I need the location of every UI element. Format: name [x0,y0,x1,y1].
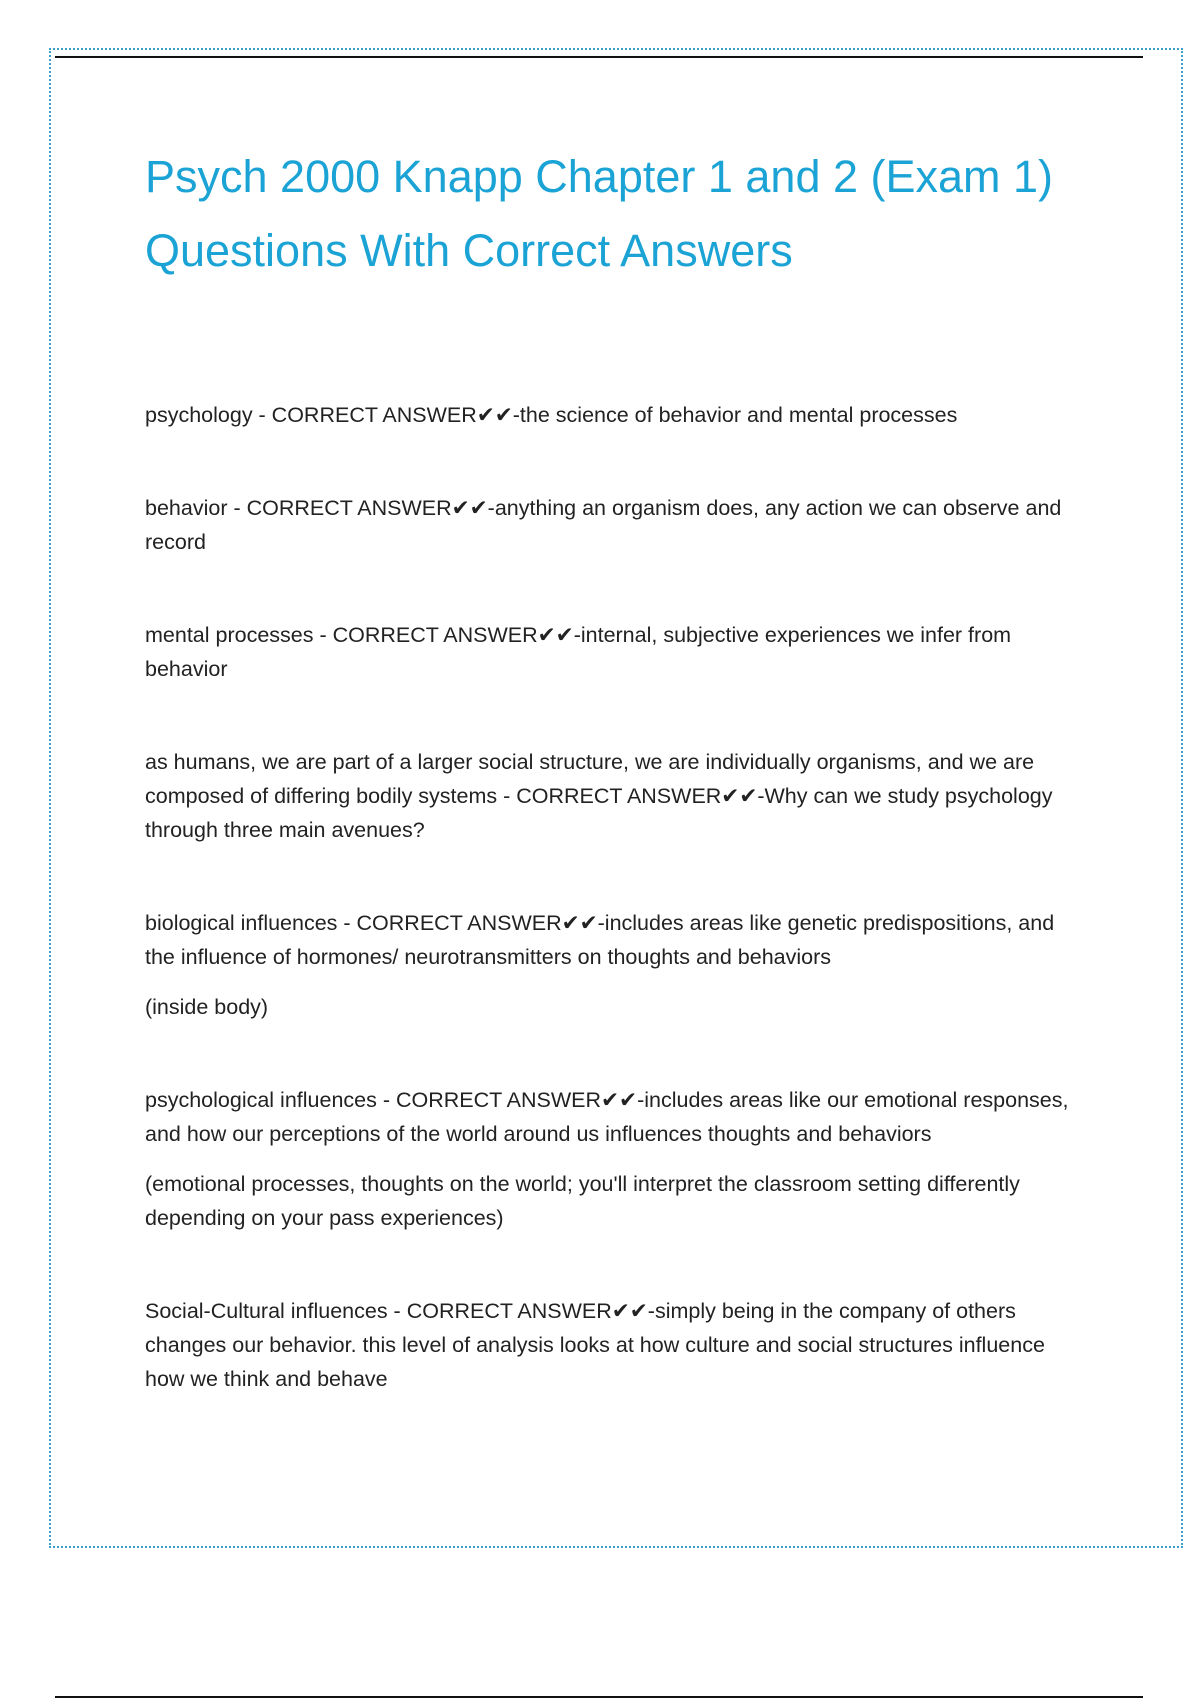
qa-text: Social-Cultural influences - CORRECT ANSWER✔✔-simply being in the company of others changes our behavior. this level of analysis looks at how culture and social structures influence how we think and behave [145,1299,1045,1391]
top-divider [55,56,1143,58]
qa-text: psychological influences - CORRECT ANSWER✔✔-includes areas like our emotional responses, and how our perceptions of the world around us influences thoughts and behaviors [145,1088,1069,1146]
document-body [145,140,1085,1455]
qa-text: mental processes - CORRECT ANSWER✔✔-internal, subjective experiences we infer from behavior [145,623,1012,681]
document-title: Psych 2000 Knapp Chapter 1 and 2 (Exam 1) Questions With Correct Answers [145,151,1054,276]
qa-item-psychological [145,1083,1085,1235]
qa-item-behavior [145,491,1085,559]
qa-text: psychology - CORRECT ANSWER✔✔-the science of behavior and mental processes [145,403,958,427]
qa-text: biological influences - CORRECT ANSWER✔✔-includes areas like genetic predispositions, and the influence of hormones/ neurotransmitters on thoughts and behaviors [145,911,1055,969]
qa-note: (inside body) [145,995,269,1019]
qa-text: as humans, we are part of a larger social structure, we are individually organisms, and we are composed of differing bodily systems - CORRECT ANSWER✔✔-Why can we study psychology through three main avenues? [145,750,1053,842]
qa-item-three-avenues [145,745,1085,847]
qa-item-mental-processes [145,618,1085,686]
qa-item-social-cultural [145,1294,1085,1396]
bottom-divider [55,1696,1143,1698]
qa-item-psychology [145,398,1085,432]
qa-text: behavior - CORRECT ANSWER✔✔-anything an organism does, any action we can observe and record [145,496,1062,554]
qa-list [145,398,1085,1396]
qa-note: (emotional processes, thoughts on the world; you'll interpret the classroom setting differently depending on your pass experiences) [145,1172,1020,1230]
qa-item-biological [145,906,1085,1024]
